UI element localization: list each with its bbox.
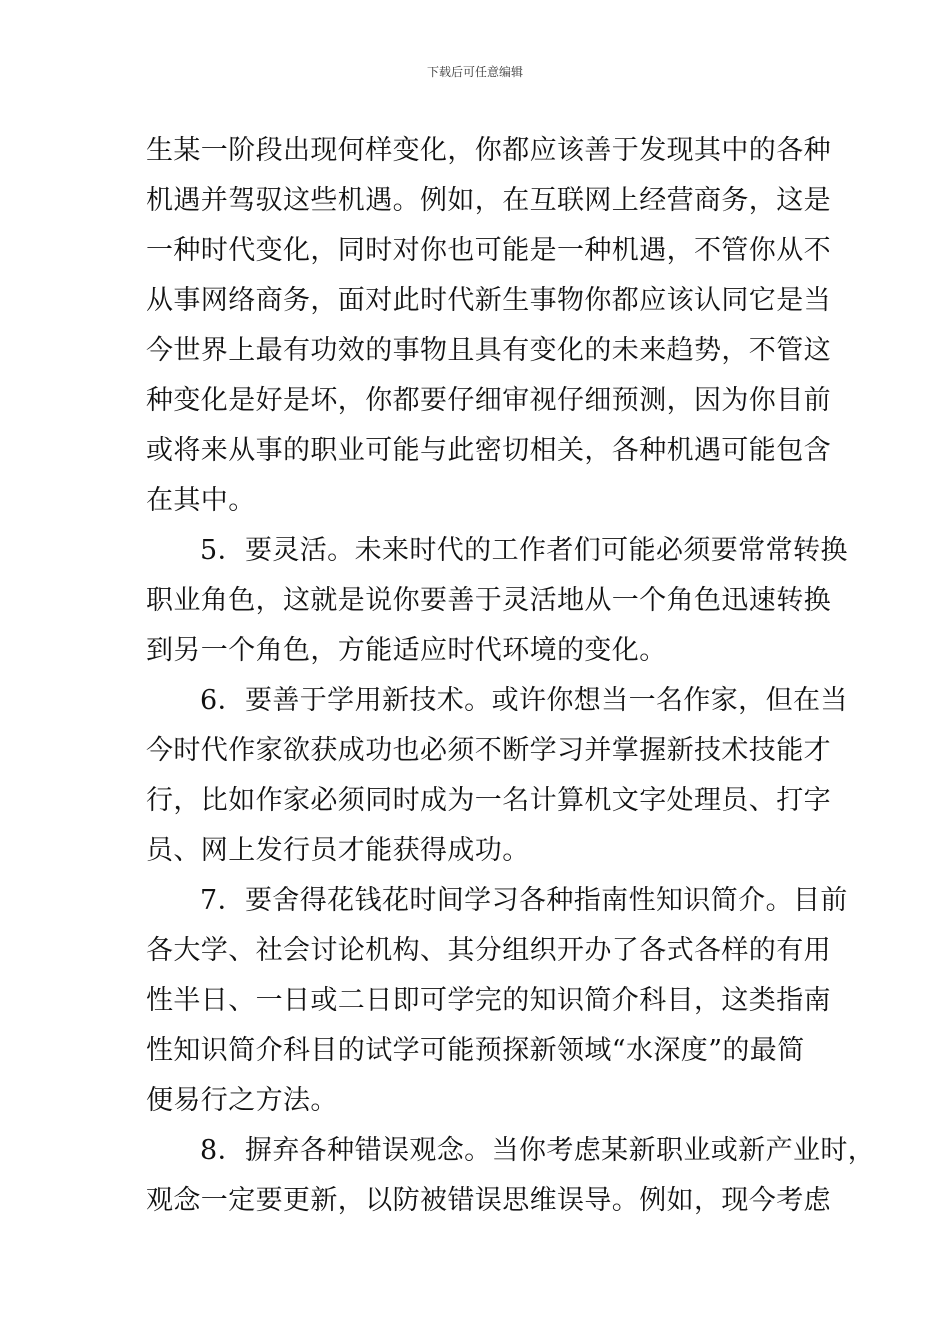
text-line: 一种时代变化，同时对你也可能是一种机遇，不管你从不 xyxy=(146,235,831,266)
text-line: 在其中。 xyxy=(146,485,256,516)
paragraph-opportunities xyxy=(146,126,831,526)
text-line: 行，比如作家必须同时成为一名计算机文字处理员、打字 xyxy=(146,785,831,816)
text-line: 到另一个角色，方能适应时代环境的变化。 xyxy=(146,635,667,666)
text-line: 或将来从事的职业可能与此密切相关，各种机遇可能包含 xyxy=(146,435,831,466)
text-line: 从事网络商务，面对此时代新生事物你都应该认同它是当 xyxy=(146,285,831,316)
text-line: 便易行之方法。 xyxy=(146,1085,338,1116)
text-line: 种变化是好是坏，你都要仔细审视仔细预测，因为你目前 xyxy=(146,385,831,416)
paragraph-item-8 xyxy=(146,1126,876,1226)
paragraph-item-7 xyxy=(146,876,848,1126)
text-line: 7．要舍得花钱花时间学习各种指南性知识简介。目前 xyxy=(200,885,848,916)
text-line: 职业角色，这就是说你要善于灵活地从一个角色迅速转换 xyxy=(146,585,831,616)
text-line: 5．要灵活。未来时代的工作者们可能必须要常常转换 xyxy=(200,535,848,566)
text-line: 生某一阶段出现何样变化，你都应该善于发现其中的各种 xyxy=(146,135,831,166)
text-line: 6．要善于学用新技术。或许你想当一名作家，但在当 xyxy=(200,685,848,716)
text-line: 观念一定要更新，以防被错误思维误导。例如，现今考虑 xyxy=(146,1185,831,1216)
text-line: 8．摒弃各种错误观念。当你考虑某新职业或新产业时， xyxy=(200,1135,876,1166)
text-line: 机遇并驾驭这些机遇。例如，在互联网上经营商务，这是 xyxy=(146,185,831,216)
paragraph-item-5 xyxy=(146,526,848,676)
text-line: 性知识简介科目的试学可能预探新领域“水深度”的最简 xyxy=(146,1035,805,1066)
text-line: 性半日、一日或二日即可学完的知识简介科目，这类指南 xyxy=(146,985,831,1016)
paragraph-item-6 xyxy=(146,676,848,876)
text-line: 今世界上最有功效的事物且具有变化的未来趋势，不管这 xyxy=(146,335,831,366)
text-line: 今时代作家欲获成功也必须不断学习并掌握新技术技能才 xyxy=(146,735,831,766)
text-line: 各大学、社会讨论机构、其分组织开办了各式各样的有用 xyxy=(146,935,831,966)
text-line: 员、网上发行员才能获得成功。 xyxy=(146,835,530,866)
page-header: 下载后可任意编辑 xyxy=(426,65,523,79)
document-body xyxy=(146,126,876,1226)
